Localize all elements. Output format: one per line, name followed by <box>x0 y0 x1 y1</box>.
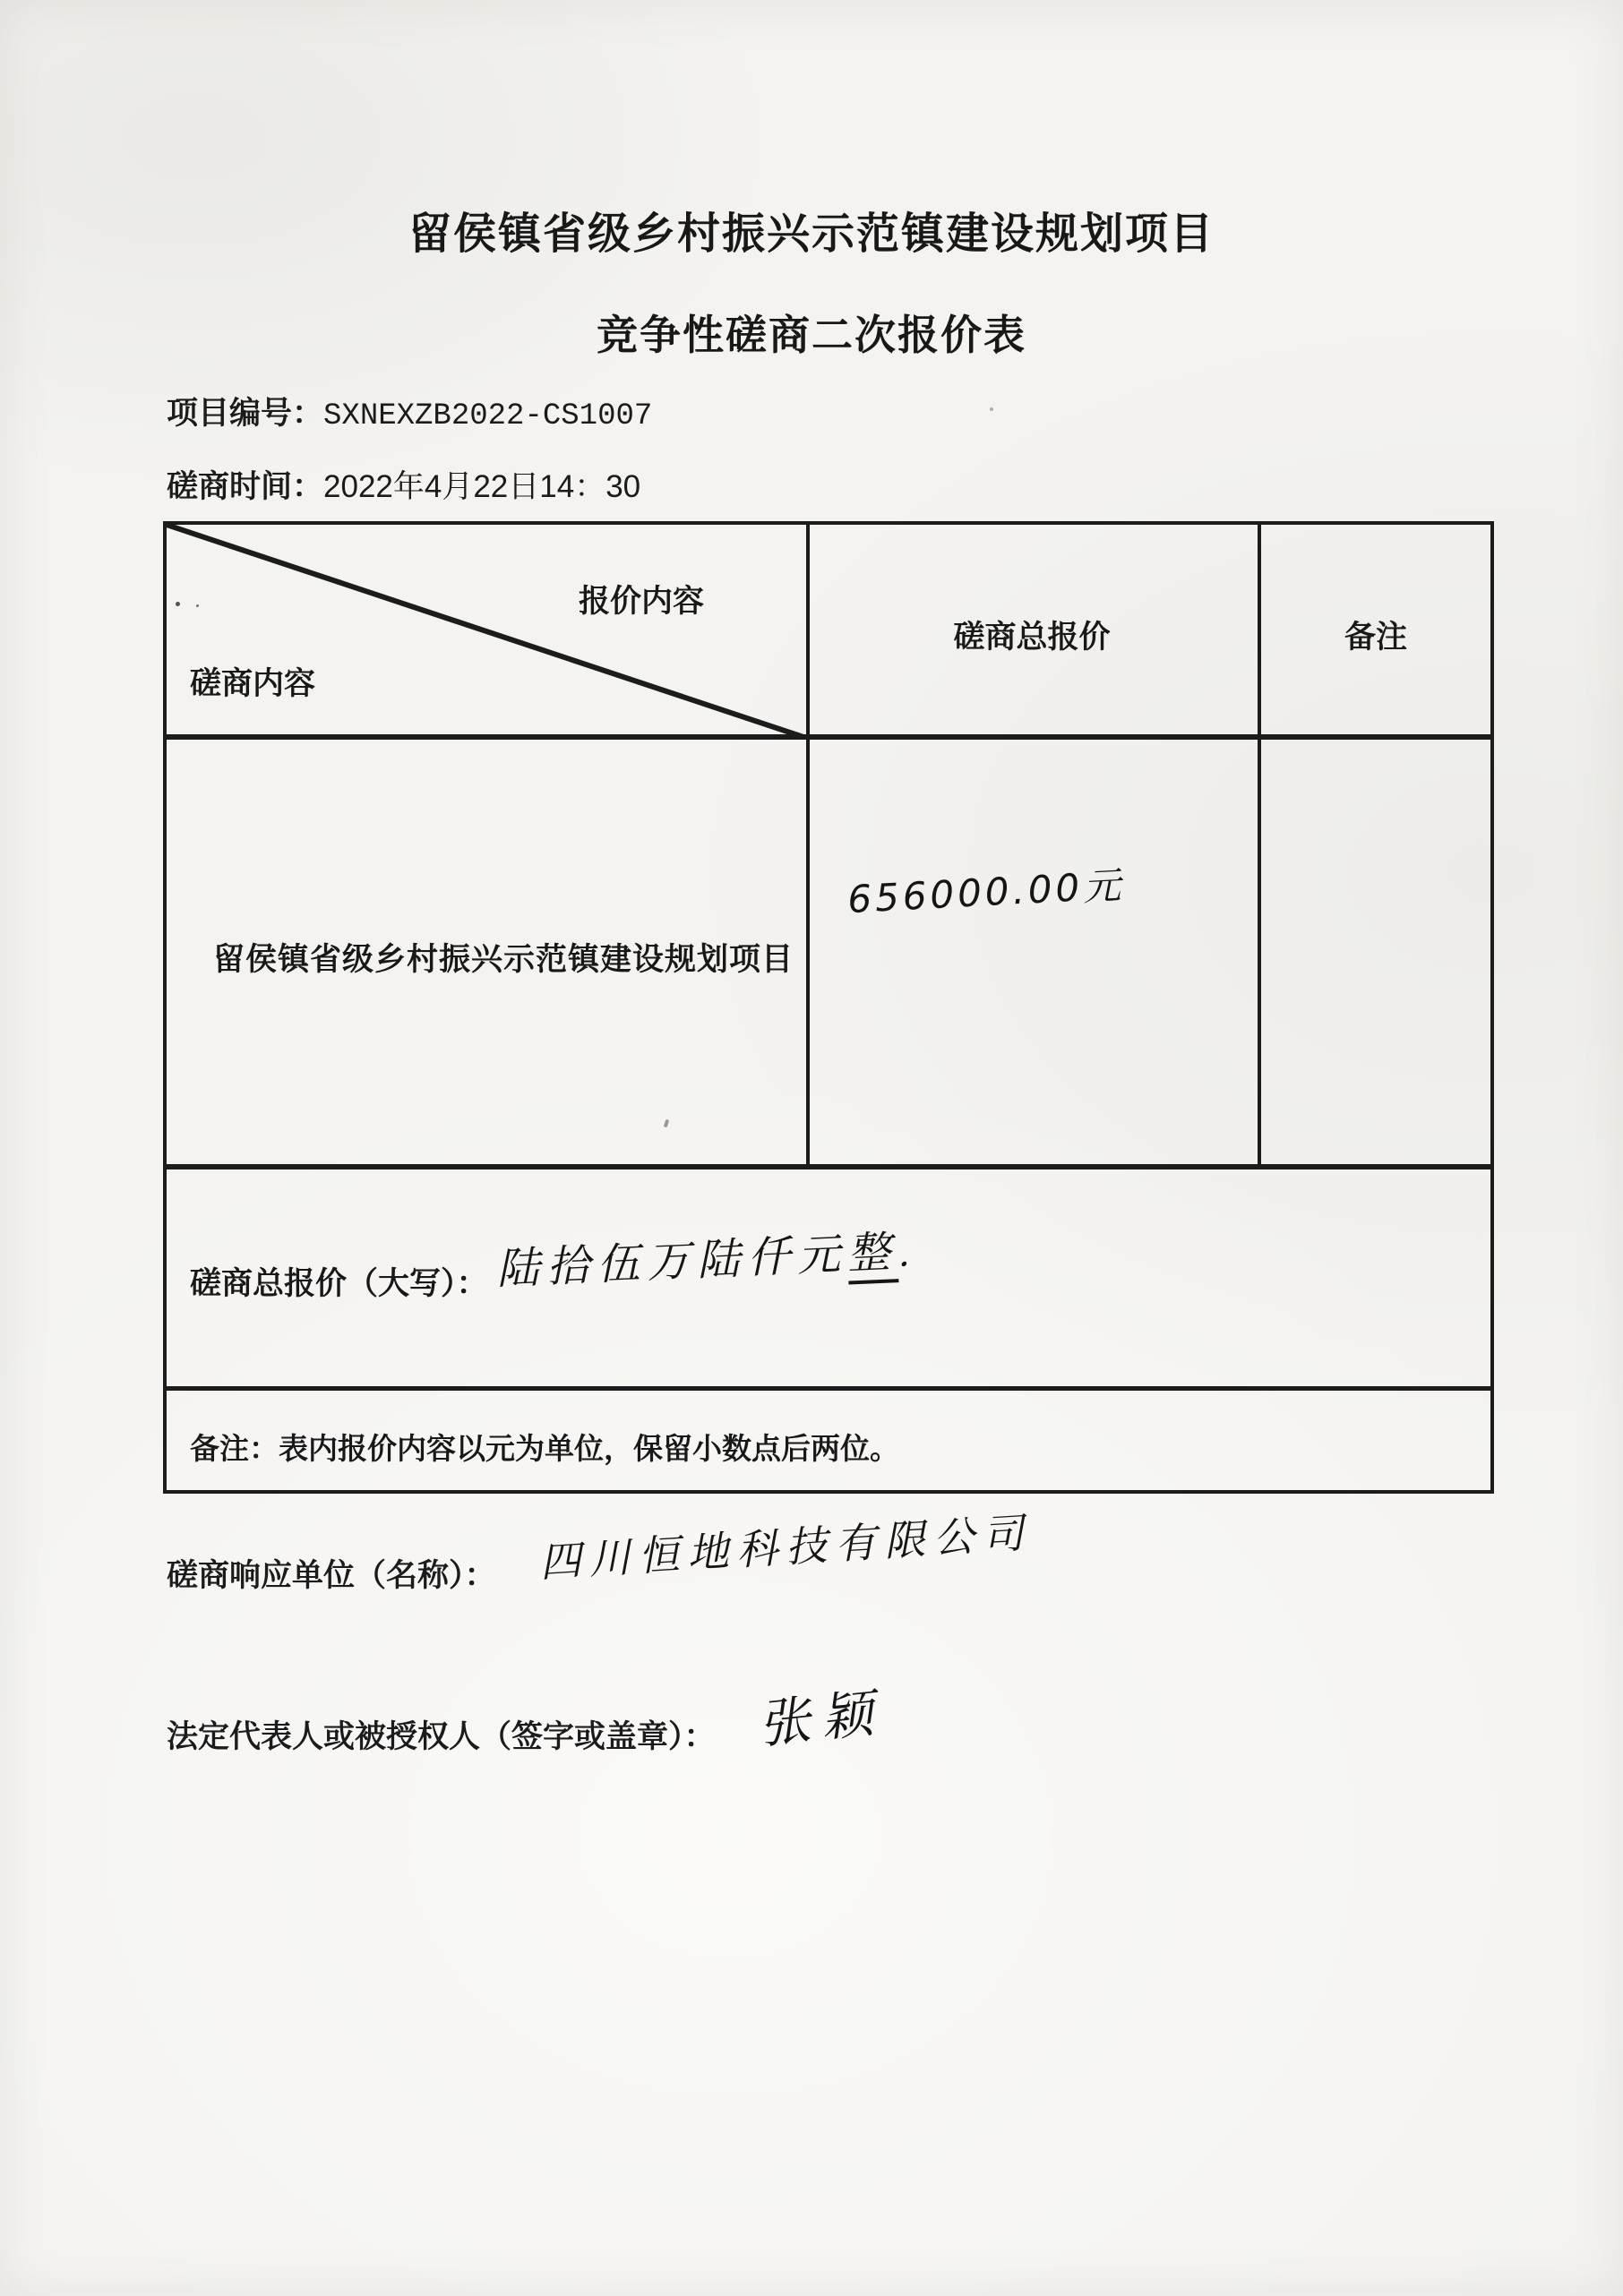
scan-speck <box>990 407 993 411</box>
header-quote-content-label: 报价内容 <box>579 584 705 619</box>
header-total-price-column: 磋商总报价 <box>953 620 1111 655</box>
negotiation-time-line <box>167 462 640 507</box>
header-negotiation-content-label: 磋商内容 <box>190 666 316 701</box>
handwritten-supplier-name: 四川恒地科技有限公司 <box>538 1508 1034 1587</box>
table-datarow-bottom-border <box>163 1164 1494 1169</box>
supplier-name-label: 磋商响应单位（名称）： <box>167 1558 496 1593</box>
remark-text: 表内报价内容以元为单位，保留小数点后两位。 <box>279 1432 899 1465</box>
total-in-words-label: 磋商总报价（大写）： <box>190 1266 488 1301</box>
table-row-project-content: 留侯镇省级乡村振兴示范镇建设规划项目 <box>213 942 794 977</box>
scan-speck-dots <box>176 602 180 606</box>
handwritten-total-in-words-period: ． <box>897 1232 935 1276</box>
header-remark-column: 备注 <box>1344 620 1407 655</box>
document-title-line1: 留侯镇省级乡村振兴示范镇建设规划项目 <box>408 210 1215 258</box>
handwritten-total-price: 656000.00元 <box>846 862 1126 922</box>
handwritten-total-in-words-last-char: 整 <box>846 1227 899 1284</box>
remark-label: 备注： <box>190 1432 279 1465</box>
document-title-line2: 竞争性磋商二次报价表 <box>597 312 1026 358</box>
negotiation-time-label: 磋商时间： <box>167 469 324 504</box>
table-capsrow-bottom-border <box>163 1386 1494 1391</box>
project-number-line <box>167 389 652 433</box>
remark-row <box>190 1426 899 1468</box>
handwritten-total-in-words <box>495 1215 935 1296</box>
diagonal-header-line <box>167 525 806 740</box>
project-number-value: SXNEXZB2022-CS1007 <box>323 399 653 433</box>
handwritten-total-in-words-main: 陆拾伍万陆仟元 <box>495 1229 849 1295</box>
negotiation-time-value: 2022年4月22日14：30 <box>323 469 641 504</box>
legal-representative-label: 法定代表人或被授权人（签字或盖章）： <box>167 1719 716 1754</box>
quotation-table <box>163 521 1494 1494</box>
project-number-label: 项目编号： <box>167 396 324 431</box>
scan-speck <box>664 1119 670 1128</box>
handwritten-signature: 张颖 <box>755 1681 887 1756</box>
table-col1-divider-datarow <box>806 740 810 1169</box>
